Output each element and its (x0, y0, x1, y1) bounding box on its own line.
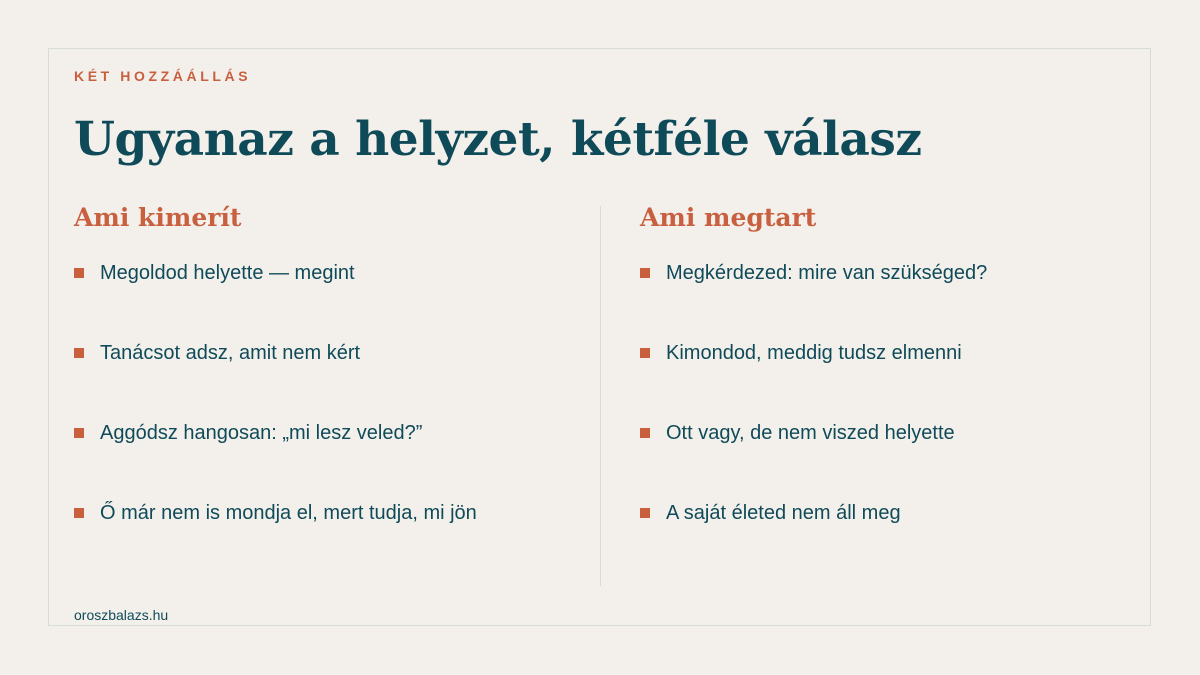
square-bullet-icon (74, 508, 84, 518)
page-title: Ugyanaz a helyzet, kétféle válasz (74, 112, 922, 167)
list-item (74, 339, 477, 419)
list-item (640, 339, 987, 419)
list-item-text: Megoldod helyette — megint (100, 262, 355, 284)
list-item-text: Ott vagy, de nem viszed helyette (666, 422, 955, 444)
list-item-text: Ő már nem is mondja el, mert tudja, mi jön (100, 502, 477, 524)
list-item-text: A saját életed nem áll meg (666, 502, 901, 524)
eyebrow-label: KÉT HOZZÁÁLLÁS (74, 68, 252, 84)
list-item-text: Tanácsot adsz, amit nem kért (100, 342, 361, 364)
list-item-text: Aggódsz hangosan: „mi lesz veled?” (100, 422, 423, 444)
footer-url: oroszbalazs.hu (74, 607, 169, 623)
list-item (74, 499, 477, 579)
square-bullet-icon (74, 348, 84, 358)
list-item (640, 499, 987, 579)
square-bullet-icon (74, 268, 84, 278)
square-bullet-icon (74, 428, 84, 438)
left-column-list (74, 259, 477, 579)
right-column-heading: Ami megtart (640, 203, 817, 232)
square-bullet-icon (640, 268, 650, 278)
square-bullet-icon (640, 348, 650, 358)
list-item-text: Kimondod, meddig tudsz elmenni (666, 342, 962, 364)
list-item (74, 259, 477, 339)
list-item (640, 419, 987, 499)
square-bullet-icon (640, 428, 650, 438)
list-item (640, 259, 987, 339)
list-item-text: Megkérdezed: mire van szükséged? (666, 262, 988, 284)
list-item (74, 419, 477, 499)
right-column-list (640, 259, 987, 579)
left-column-heading: Ami kimerít (74, 203, 242, 232)
column-divider (600, 206, 601, 586)
square-bullet-icon (640, 508, 650, 518)
